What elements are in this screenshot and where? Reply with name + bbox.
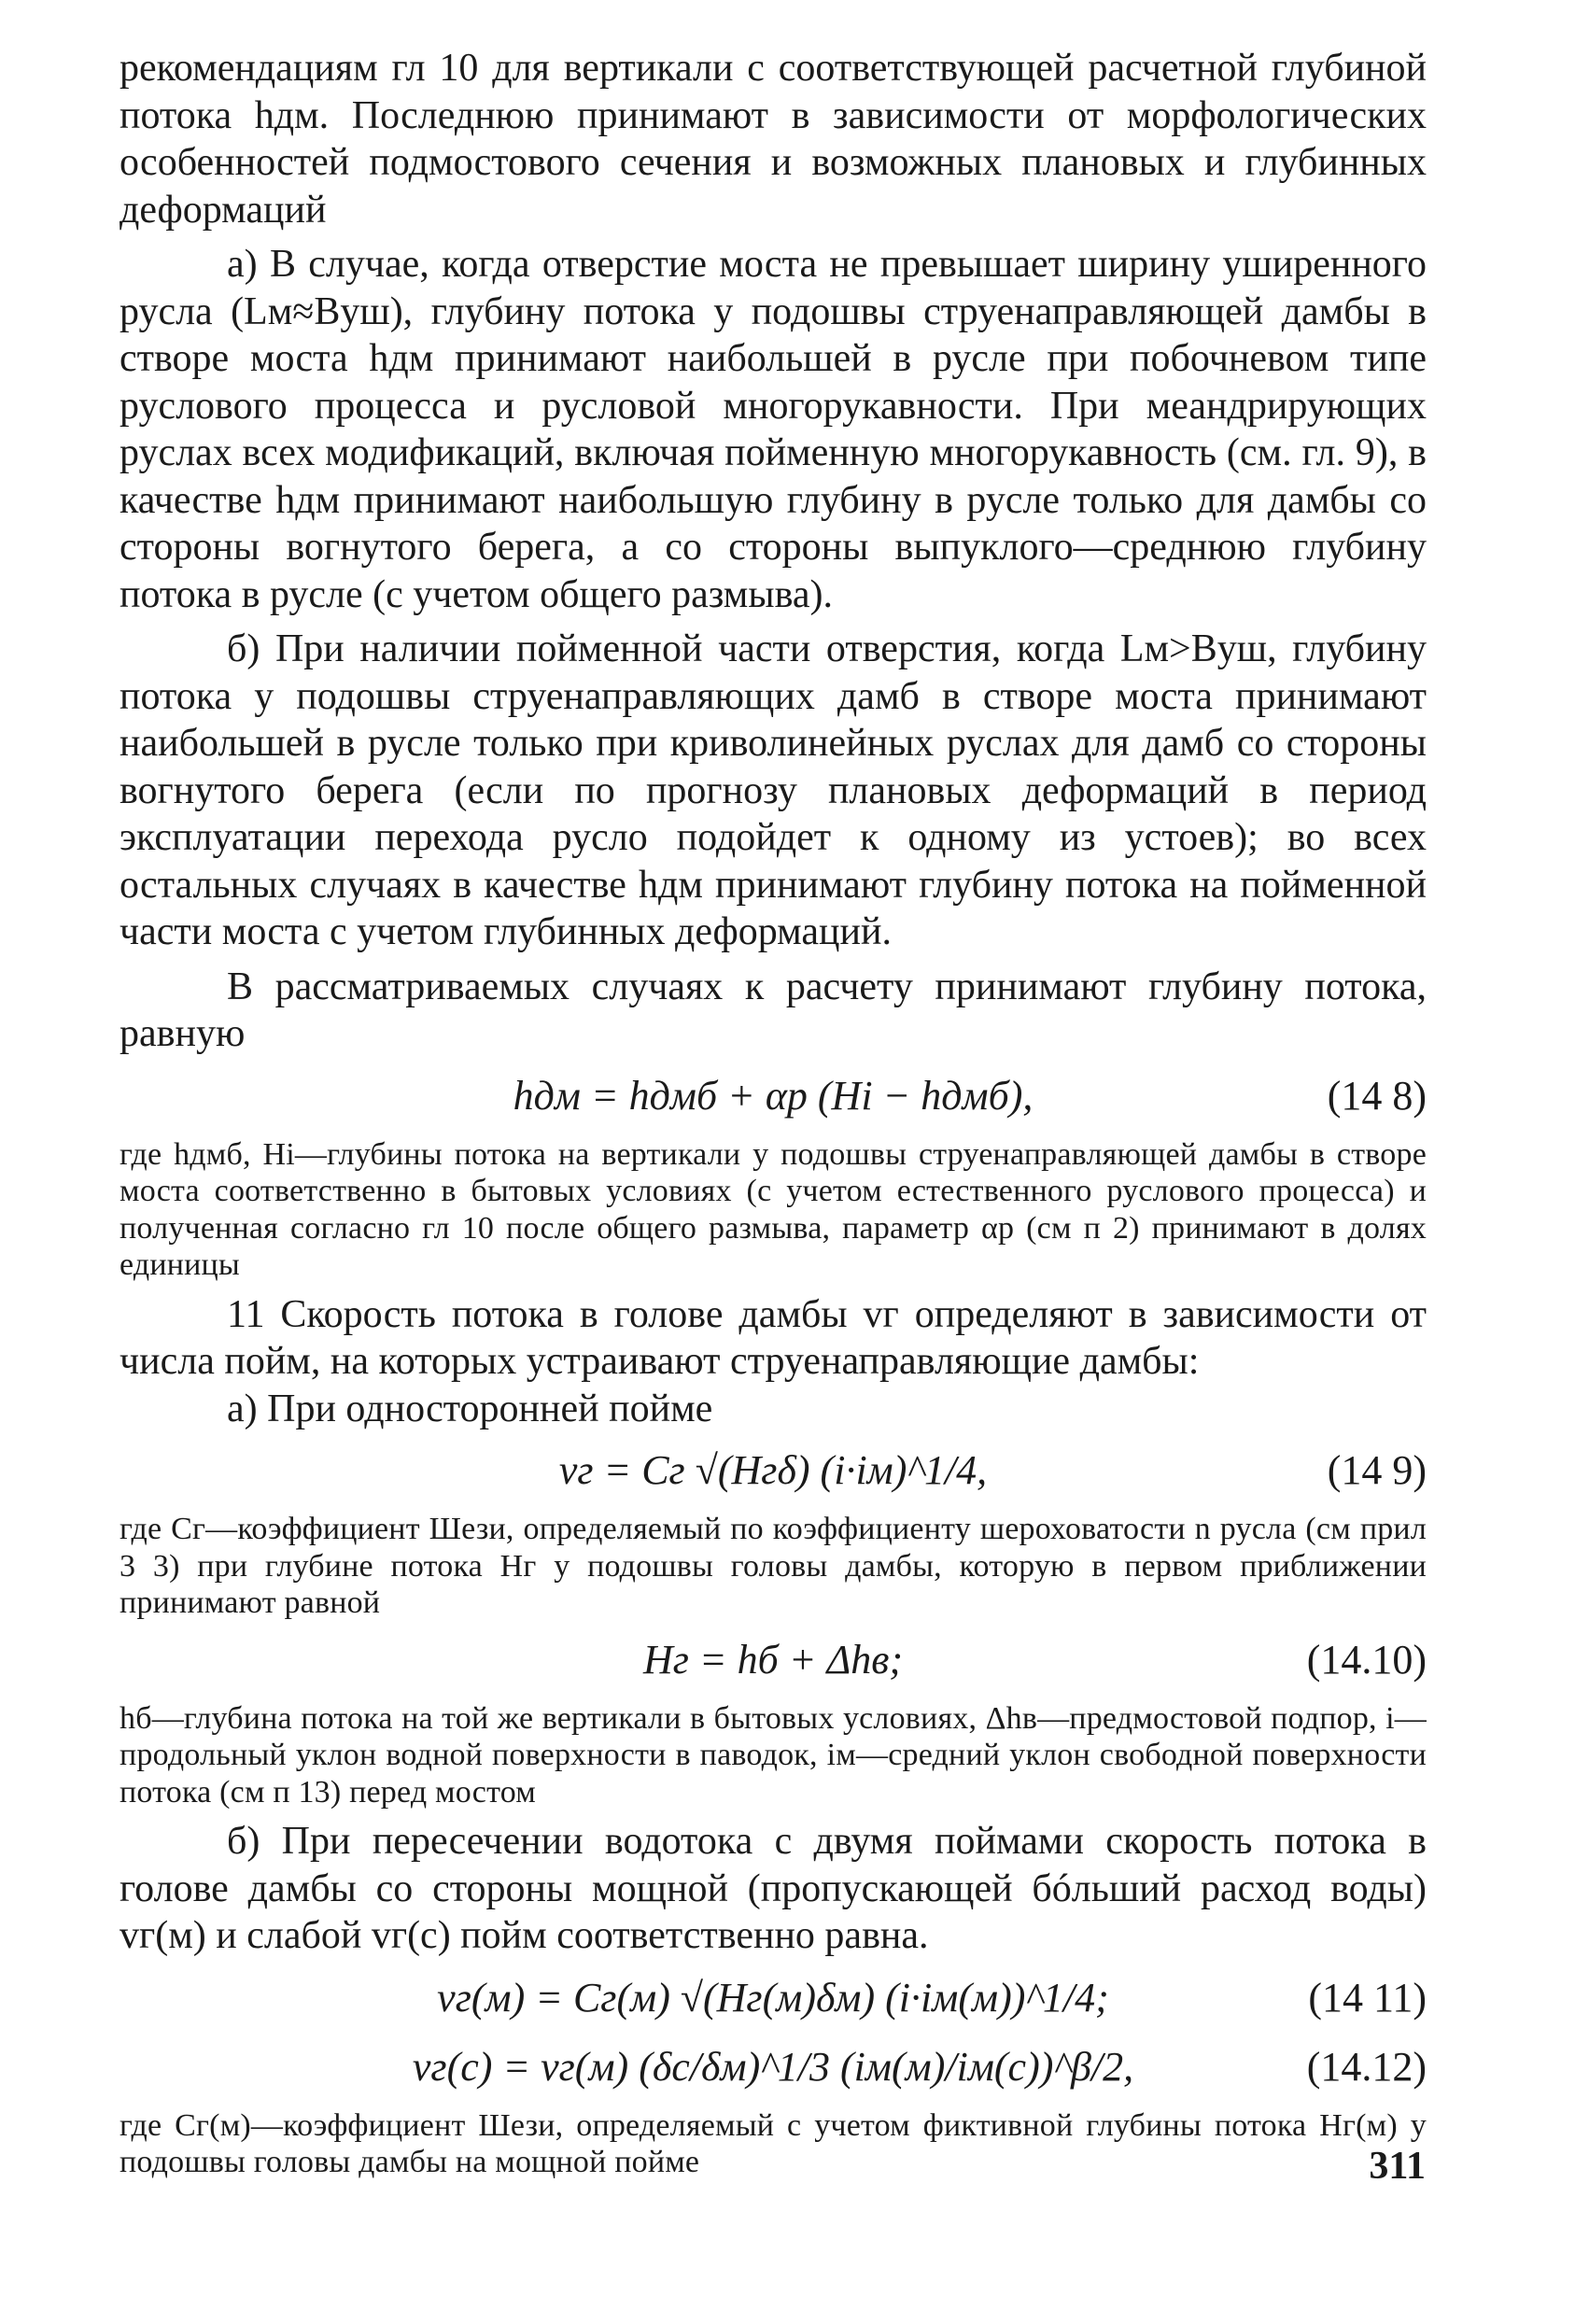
equation-formula: vг(с) = vг(м) (δс/δм)^1/3 (iм(м)/iм(с))^β/2, — [412, 2043, 1134, 2090]
paragraph-section-11: 11 Скорость потока в голове дамбы vг определяют в зависимости от числа пойм, на которых устраивают струенаправляющие дамбы: — [120, 1292, 1427, 1383]
equation-formula: vг(м) = Cг(м) √(Hг(м)δм) (i·iм(м))^1/4; — [437, 1974, 1109, 2021]
equation-formula: vг = Cг √(Hгδ) (i·iм)^1/4, — [558, 1447, 988, 1493]
equation-number: (14.12) — [1306, 2043, 1427, 2090]
equation-formula: hдм = hдмб + αр (Hi − hдмб), — [513, 1072, 1034, 1119]
paragraph-intro: рекомендациям гл 10 для вертикали с соответствующей расчетной глубиной потока hдм. Последнюю принимают в зависимости от морфологических особенностей подмостового сечения и возможных плановых и глубинных деформаций — [120, 47, 1427, 232]
note-symbols: hб—глубина потока на той же вертикали в бытовых условиях, Δhв—предмостовой подпор, i—продольный уклон водной поверхности в паводок, iм—средний уклон свободной поверхности потока (см п 13) перед мостом — [120, 1700, 1427, 1810]
equation-number: (14.10) — [1306, 1636, 1427, 1683]
page-body — [120, 45, 1427, 2181]
equation-number: (14 11) — [1308, 1974, 1427, 2021]
equation-number: (14 9) — [1327, 1447, 1427, 1493]
equation-14-9 — [120, 1442, 1427, 1500]
equation-formula: Hг = hб + Δhв; — [642, 1636, 904, 1683]
paragraph-case-a: а) В случае, когда отверстие моста не превышает ширину уширенного русла (Lм≈Bуш), глубину потока у подошвы струенаправляющей дамбы в створе моста hдм принимают наибольшей в русле при побочневом типе руслового процесса и русловой многорукавности. При меандрирующих руслах всех модификаций, включая пойменную многорукавность (см. гл. 9), в качестве hдм принимают наибольшую глубину в русле только для дамбы со стороны вогнутого берега, а со стороны выпуклого—среднюю глубину потока в русле (с учетом общего размыва). — [120, 243, 1427, 616]
equation-14-11 — [120, 1969, 1427, 2027]
equation-number: (14 8) — [1327, 1072, 1427, 1119]
paragraph-two-floodplains: б) При пересечении водотока с двумя поймами скорость потока в голове дамбы со стороны мощной (пропускающей бóльший расход воды) vг(м) и слабой vг(с) пойм соответственно равна. — [120, 1820, 1427, 1957]
page-number: 311 — [1369, 2145, 1426, 2188]
note-chezy: где Cг—коэффициент Шези, определяемый по коэффициенту шероховатости n русла (см прил 3 3) при глубине потока Hг у подошвы головы дамбы, которую в первом приближении принимают равной — [120, 1512, 1427, 1620]
note-chezy-strong: где Cг(м)—коэффициент Шези, определяемый с учетом фиктивной глубины потока Hг(м) у подошвы головы дамбы на мощной пойме — [120, 2107, 1427, 2179]
note-depths: где hдмб, Hi—глубины потока на вертикали у подошвы струенаправляющей дамбы в створе моста соответственно в бытовых условиях (с учетом естественного руслового процесса) и полученная согласно гл 10 после общего размыва, параметр αр (см п 2) принимают в долях единицы — [120, 1136, 1427, 1282]
equation-14-10 — [120, 1631, 1427, 1689]
paragraph-one-floodplain: а) При односторонней пойме — [227, 1387, 713, 1430]
paragraph-calc-depth: В рассматриваемых случаях к расчету принимают глубину потока, равную — [120, 965, 1427, 1055]
equation-14-12 — [120, 2038, 1427, 2096]
equation-14-8 — [120, 1067, 1427, 1125]
paragraph-case-b: б) При наличии пойменной части отверстия, когда Lм>Bуш, глубину потока у подошвы струенаправляющих дамб в створе моста принимают наибольшей в русле только при криволинейных руслах для дамб со стороны вогнутого берега (если по прогнозу плановых деформаций в период эксплуатации перехода русло подойдет к одному из устоев); во всех остальных случаях в качестве hдм принимают глубину потока на пойменной части моста с учетом глубинных деформаций. — [120, 627, 1427, 953]
